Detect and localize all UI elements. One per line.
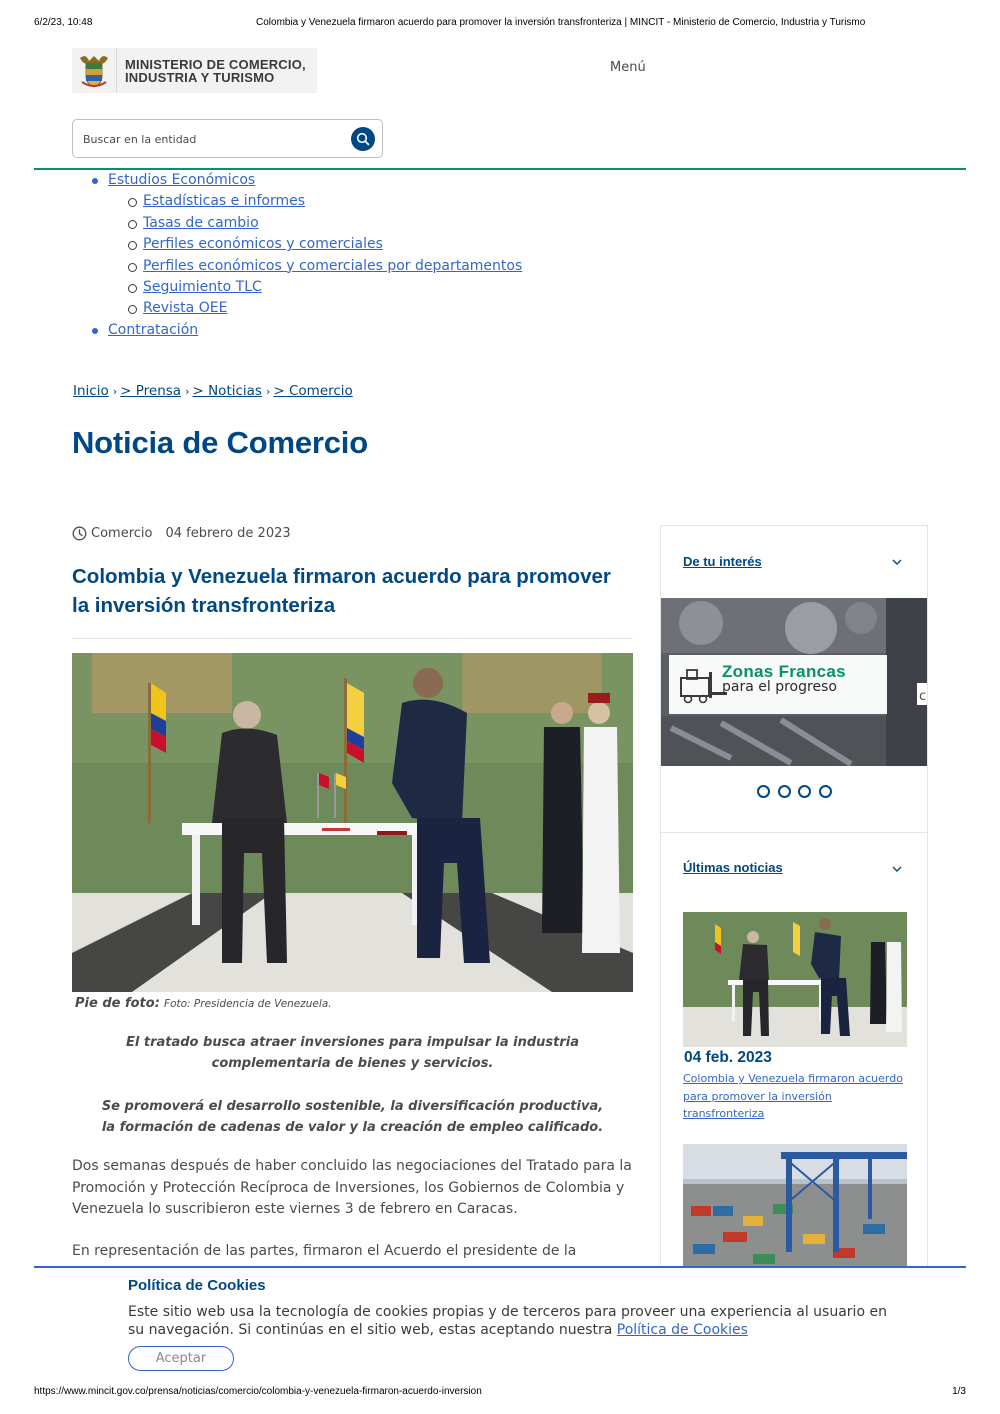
nav-subitem-tasas-cambio (72, 213, 522, 234)
breadcrumb-inicio[interactable]: Inicio (73, 383, 109, 399)
print-page-number: 1/3 (952, 1386, 966, 1397)
svg-text:c: c (919, 689, 927, 704)
cookie-title: Política de Cookies (128, 1277, 266, 1294)
nav-subitem-revista-oee (72, 298, 522, 319)
nav-link[interactable]: Estudios Económicos (108, 172, 256, 188)
print-doc-title: Colombia y Venezuela firmaron acuerdo para promover la inversión transfronteriza | MINCIT - Ministerio de Comercio, Industria y Turismo (256, 17, 866, 28)
clock-icon (72, 526, 87, 541)
cookie-text (128, 1303, 888, 1339)
accept-cookies-button[interactable]: Aceptar (128, 1346, 234, 1371)
cookie-banner (34, 1268, 966, 1379)
page-title: Noticia de Comercio (72, 425, 368, 460)
article-paragraph-2: En representación de las partes, firmaron el Acuerdo el presidente de la (72, 1243, 577, 1259)
zonas-francas-banner[interactable] (661, 598, 928, 766)
logo-line-1: MINISTERIO DE COMERCIO, (125, 56, 306, 72)
breadcrumb-prensa[interactable]: > Prensa (120, 383, 182, 399)
nav-link[interactable]: Perfiles económicos y comerciales (143, 236, 383, 253)
news-thumbnail[interactable] (683, 912, 907, 1047)
banner-subtitle: para el progreso (722, 679, 837, 695)
article-lead-1: El tratado busca atraer inversiones para impulsar la industria complementaria de bienes y servicios. (126, 1035, 579, 1071)
news-title-link[interactable]: Colombia y Venezuela firmaron acuerdo para promover la inversión transfronteriza (683, 1072, 903, 1120)
article-date: 04 febrero de 2023 (165, 526, 291, 541)
menu-button[interactable]: Menú (610, 60, 646, 75)
nav-subitem-perfiles (72, 234, 522, 255)
search-button[interactable] (351, 127, 375, 151)
breadcrumb (73, 383, 353, 399)
nav-subitem-estadisticas (72, 191, 522, 212)
article-category: Comercio (91, 526, 153, 541)
sidebar (660, 525, 928, 1275)
article-photo (72, 653, 633, 992)
cookie-message: Este sitio web usa la tecnología de cookies propias y de terceros para proveer una experiencia al usuario en su navegación. Si continúas en el sitio web, estas aceptando nuestra (128, 1304, 887, 1338)
caption-label: Pie de foto: (75, 996, 160, 1011)
nav-subitem-seguimiento-tlc (72, 277, 522, 298)
breadcrumb-separator: › (265, 384, 271, 398)
article-title: Colombia y Venezuela firmaron acuerdo para promover la inversión transfronteriza (72, 565, 611, 617)
carousel-dot[interactable] (757, 785, 770, 798)
chevron-down-icon[interactable] (891, 865, 903, 873)
cookie-policy-link[interactable]: Política de Cookies (616, 1322, 748, 1338)
interest-heading[interactable]: De tu interés (683, 554, 762, 569)
nav-link[interactable]: Tasas de cambio (143, 214, 259, 231)
nav-link[interactable]: Seguimiento TLC (143, 278, 262, 295)
sidebar-divider (661, 832, 928, 833)
nav-item-estudios-economicos (72, 170, 522, 191)
article-lead-2: Se promoverá el desarrollo sostenible, la diversificación productiva, la formación de cadenas de valor y la creación de empleo calificado. (101, 1099, 604, 1135)
breadcrumb-noticias[interactable]: > Noticias (192, 383, 262, 399)
title-divider (72, 638, 633, 639)
article-meta (72, 526, 291, 541)
coat-of-arms-icon (72, 48, 116, 93)
news-thumbnail-port[interactable] (683, 1144, 907, 1275)
nav-link[interactable]: Perfiles económicos y comerciales por departamentos (143, 257, 523, 274)
carousel-dot[interactable] (778, 785, 791, 798)
ministry-logo[interactable] (72, 48, 317, 93)
breadcrumb-comercio[interactable]: > Comercio (273, 383, 353, 399)
nav-menu (72, 170, 522, 341)
search-input[interactable] (83, 130, 343, 148)
carousel-dot[interactable] (798, 785, 811, 798)
nav-item-contratacion (72, 320, 522, 341)
print-url: https://www.mincit.gov.co/prensa/noticias/comercio/colombia-y-venezuela-firmaron-acuerdo-inversion (34, 1386, 482, 1397)
nav-link[interactable]: Revista OEE (143, 300, 228, 317)
carousel-dot[interactable] (819, 785, 832, 798)
article-paragraph-1: Dos semanas después de haber concluido las negociaciones del Tratado para la Promoción y Protección Recíproca de Inversiones, los Gobiernos de Colombia y Venezuela lo suscribieron este viernes 3 de febrero en Caracas. (72, 1158, 632, 1217)
caption-text: Foto: Presidencia de Venezuela. (164, 998, 332, 1010)
nav-link[interactable]: Contratación (108, 321, 199, 338)
logo-line-2: INDUSTRIA Y TURISMO (125, 69, 275, 85)
photo-caption (75, 996, 332, 1011)
nav-subitem-perfiles-departamentos (72, 256, 522, 277)
news-date: 04 feb. 2023 (684, 1049, 772, 1066)
carousel-dots (757, 785, 839, 798)
chevron-down-icon[interactable] (891, 558, 903, 566)
banner-title: Zonas Francas (722, 662, 846, 681)
logo-text (117, 58, 306, 84)
search-icon (356, 132, 370, 146)
breadcrumb-separator: › (112, 384, 118, 398)
breadcrumb-separator: › (185, 384, 190, 398)
nav-link[interactable]: Estadísticas e informes (143, 193, 306, 210)
latest-news-heading[interactable]: Últimas noticias (683, 860, 783, 875)
print-datetime: 6/2/23, 10:48 (34, 17, 93, 28)
search-box (72, 119, 383, 158)
